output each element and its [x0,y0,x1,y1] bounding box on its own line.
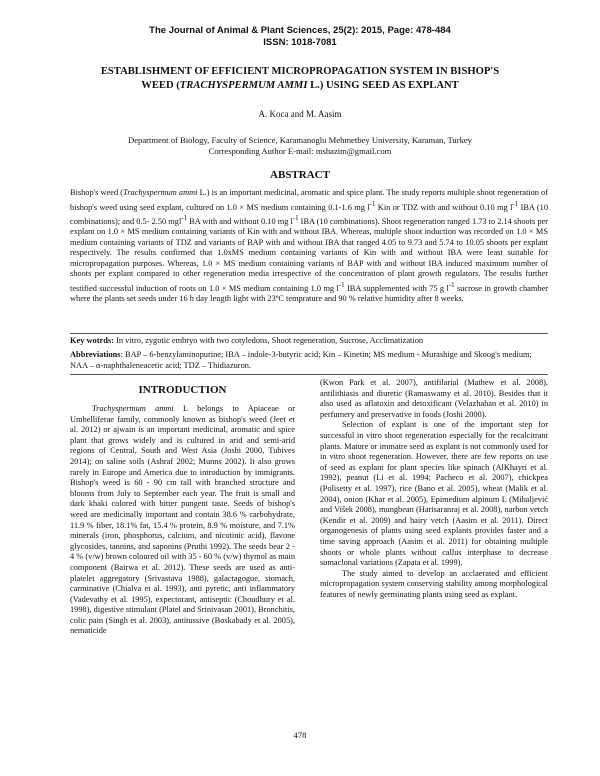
intro-paragraph: Selection of explant is one of the important step for successful in vitro shoot regeneration especially for the recalcitrant plants. Mature or immatre seed as explant is not commonly used for in vitro shoot regeneration. However, there are few reports on use of seed as explant for plant species like spinach (AlKhayri et al. 1992), peanut (Li et al. 1994; Pacheco et al. 2007), chickpea (Polisetty et al. 1997), rice (Bano et al. 2005), wheat (Malik et al. 2004), onion (Khar et al. 2005), Epimedium alpinum L (Mihaljević and Višek 2008), mungbean (Harisaranraj et al. 2008), narbon vetch (Kendir et al. 2009) and hairy vetch (Aasim et al. 2011). Direct organogenesis of plants using seed explants provides faster and a time saving approach (Aasim et al. 2011) for obtaining multiple shoots or whole plants without callus interphase to decrease somaclonal variations (Zapata et al. 1999). [320,420,548,568]
affiliation [30,135,570,157]
introduction-heading: INTRODUCTION [138,384,227,396]
intro-species: Trachyspermum ammi [92,404,174,413]
intro-paragraph [70,404,295,637]
intro-paragraph: The study aimed to develop an acclaerated and efficient micropropagation system conserving stability among morphological features of newly germinating plants using seed as explant. [320,568,548,599]
abbreviations-text: : BAP – 6-benzylaminopurine; IBA – indole-3-butyric acid; Kin – Kinetin; MS medium - Murashige and Skoog's medium; NAA – α-naphthaleneacetic acid; TDZ – Thidiazuron. [70,350,532,370]
divider [70,333,548,334]
abbreviations-label: Abbreviations [70,350,121,359]
abstract-text: L.) is an important medicinal, aromatic and spice plant. The study reports multiple shoot regeneration of bishop's weed using seed explant, cultured on 1.0 × MS medium containing 0.1-1.6 mg l [70,188,548,212]
abstract-sup: -1 [338,280,345,289]
keywords [70,336,548,347]
abstract-text: IBA (10 combinations); and 0.5- 2.50 mgl [70,202,548,226]
title-line-2 [40,79,560,93]
column-right [320,378,548,600]
journal-header [0,25,600,49]
keywords-label: Key wotrds: [70,336,114,345]
abstract-text: IBA (10 combinations). Shoot regeneration ranged 1.73 to 2.14 shoots per explant on 1.0 × MS medium containing variants of Kin with and without IBA. Whereas, multiple shoot induction was recorded on 1.0 × MS medium containing variants of TDZ and variants of BAP with and without IBA that ranged 4.05 to 9.73 and 5.74 to 10.05 shoots per explant respectively. The results confirmed that 1.0xMS medium containing variants of Kin with and without IBA were least suitable for micropropagation purposes. Whereas, 1.0 × MS medium containing variants of BAP with and without IBA induced maximum number of shoots per explant compared to other regeneration media irrespective of the concentration of plant growth regulators. The results further testified successful induction of roots on 1.0 × MS medium containing 1.0 mg l [70,216,548,293]
title-line-1: ESTABLISHMENT OF EFFICIENT MICROPROPAGATION SYSTEM IN BISHOP'S [100,66,500,77]
title-text: L.) USING SEED AS EXPLANT [307,80,459,91]
abbreviations [70,350,548,371]
title-species: TRACHYSPERMUM AMMI [179,80,308,91]
abstract-body [70,188,548,304]
abstract-text: IBA supplemented with 75 g l [344,283,449,293]
journal-citation: The Journal of Animal & Plant Sciences, 25(2): 2015, Page: 478-484 [149,25,451,36]
abstract-species: Trachyspermum ammi [123,188,198,197]
abstract-sup: -1 [369,199,376,208]
affiliation-line: Department of Biology, Faculty of Science, Karamanoglu Mehmetbey University, Karaman, Turkey [128,135,472,145]
abstract-text: Kin or TDZ with and without 0.10 mg l [375,202,513,212]
column-left [70,404,295,637]
abstract-sup: -1 [292,213,299,222]
abstract-sup: -1 [512,199,519,208]
journal-issn: ISSN: 1018-7081 [263,37,337,48]
authors: A. Koca and M. Aasim [258,109,342,119]
title-text: WEED ( [141,80,180,91]
keywords-text: In vitro, zygotic embryo with two cotyledons, Shoot regeneration, Sucrose, Acclimatization [113,336,424,345]
abstract-text: BA with and without 0.10 mg l [187,216,293,226]
abstract-heading: ABSTRACT [270,169,330,181]
page-number: 478 [293,730,307,740]
abstract-text: Bishop's weed ( [70,188,124,197]
paper-title [40,65,560,93]
abstract-sup: -1 [181,213,188,222]
abstract-sup: -1 [448,280,455,289]
corresponding-email: Corresponding Author E-mail: mshazim@gmail.com [208,146,392,156]
intro-paragraph: (Kwon Park et al. 2007), antifilarial (Mathew et al. 2008), antilithiasis and diuretic (Ramaswamy et al. 2010). Besides that it also used as aflatoxin and detoxificant (Velazhahan et al. 2010) in perfumery and preservative in foods (Joshi 2000). [320,378,548,419]
abstract-text: sucrose in growth chamber where the plants set seeds under 16 h day length light with 23ºC temprature and 90 % relative humidity after 8 weeks. [70,283,548,303]
divider [70,374,548,375]
intro-text: L belongs to Apiaceae or Umbelliferae family, commonly known as bishop's weed (Jeet et al. 2012) or ajwain is an important medicinal, aromatic and spice plant that grows widely and is cultured in arid and semi-arid regions of Central, South and West Asia (Joshi 2000, Tubives 2014); on saline soils (Ashraf 2002; Munns 2002). It also grows rarely in Europe and America due to introduction by immigrants. Bishop's weed is 60 - 90 cm tall with branched structure and blooms from July to September each year. The fruit is small and dark khaki colored with bitter pungent taste. Seeds of bishop's weed are medicinally important and contain 38.6 % carbohydrate, 11.9 % fiber, 18.1% fat, 15.4 % protein, 8.9 % moisture, and 7.1% minerals (iron, phosphorus, calcium, and nicotinic acid), flavone glycosides, tannins, and saponins (Pruthi 1992). The seeds bear 2 - 4 % (v/w) brown coloured oil with 35 - 60 % (v/w) thymol as main component (Bairwa et al. 2012). These seeds are used as anti-platelet aggregatory (Srivastava 1988), galactagogue, stomach, carminative (Chialva et al. 1993), anti pyretic, anti inflammatory (Vadevathy et al. 1995), expectorant, antiseptic (Choudhury et al. 1998), digestive stimulant (Platel and Srinivasan 2001), Bronchitis, colic pain (Singh et al. 2003), antitussive (Boskabady et al. 2005), nematicide [70,404,295,636]
